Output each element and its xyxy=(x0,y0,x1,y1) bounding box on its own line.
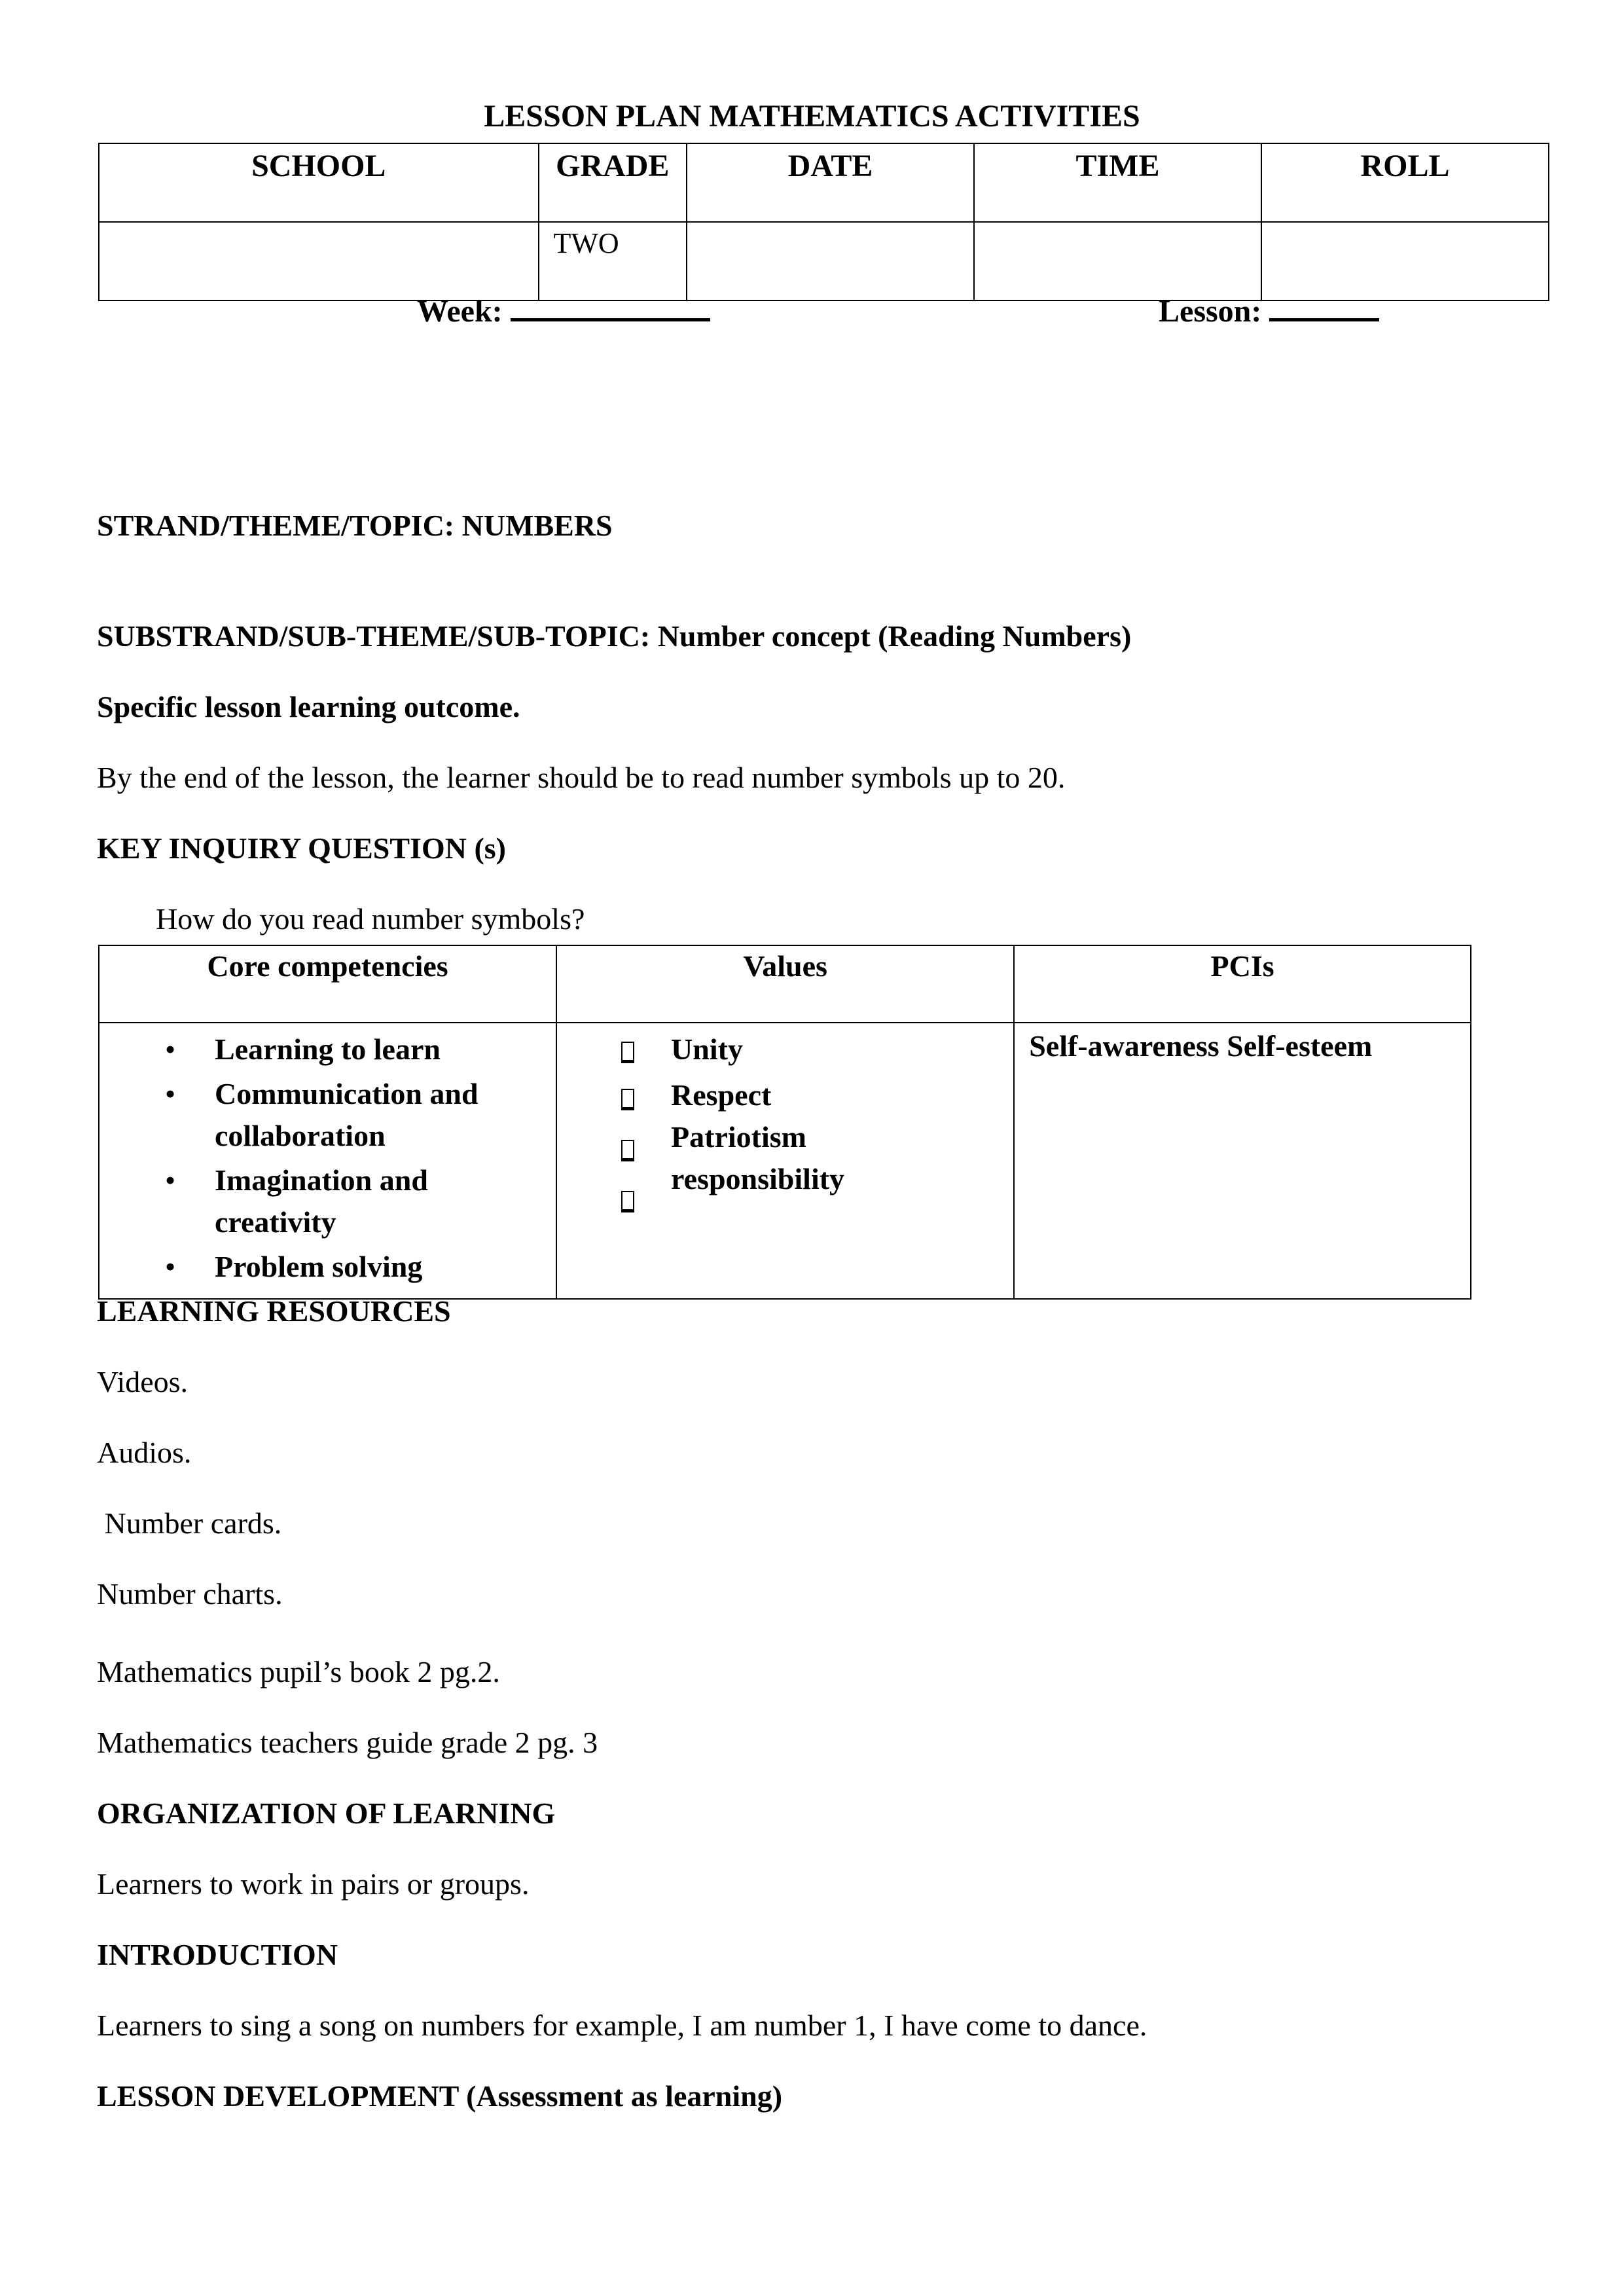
development-subheading: (Assessment as learning) xyxy=(466,2079,783,2113)
competency-item: • Learning to learn xyxy=(99,1029,556,1070)
competency-table xyxy=(98,945,1471,1300)
introduction-heading: INTRODUCTION xyxy=(97,1938,338,1971)
cell-time[interactable] xyxy=(974,222,1261,301)
strand-heading: STRAND/THEME/TOPIC: NUMBERS xyxy=(97,509,613,542)
organization-text: Learners to work in pairs or groups. xyxy=(97,1867,530,1901)
organization-heading: ORGANIZATION OF LEARNING xyxy=(97,1796,556,1830)
substrand-heading: SUBSTRAND/SUB-THEME/SUB-TOPIC: Number concept (Reading Numbers) xyxy=(97,619,1132,653)
col-grade: GRADE xyxy=(539,143,687,222)
pcis-cell xyxy=(1014,1023,1471,1299)
cell-roll[interactable] xyxy=(1261,222,1549,301)
outcome-text: By the end of the lesson, the learner should be to read number symbols up to 20. xyxy=(97,761,1066,794)
kiq-heading: KEY INQUIRY QUESTION (s) xyxy=(97,831,506,865)
value-item: Unity xyxy=(671,1032,743,1066)
cell-school[interactable] xyxy=(99,222,539,301)
resource-item: Videos. xyxy=(97,1365,189,1398)
bullet-icon: • xyxy=(165,1163,176,1197)
value-item: Respect Patriotism responsibility xyxy=(671,1078,845,1195)
resource-item: Mathematics pupil’s book 2 pg.2. xyxy=(97,1655,500,1688)
col-values: Values xyxy=(556,945,1014,1023)
col-school: SCHOOL xyxy=(99,143,539,222)
bullet-icon: • xyxy=(165,1077,176,1110)
col-roll: ROLL xyxy=(1261,143,1549,222)
values-cell xyxy=(556,1023,1014,1299)
checkbox-icon xyxy=(621,1140,634,1161)
outcome-heading: Specific lesson learning outcome. xyxy=(97,690,520,723)
introduction-text: Learners to sing a song on numbers for example, I am number 1, I have come to dance. xyxy=(97,2009,1147,2042)
kiq-text: How do you read number symbols? xyxy=(156,902,585,936)
col-pcis: PCIs xyxy=(1014,945,1471,1023)
lesson-blank[interactable] xyxy=(1269,318,1379,321)
resource-item: Audios. xyxy=(97,1436,192,1469)
week-label: Week: xyxy=(417,294,503,329)
cell-date[interactable] xyxy=(687,222,974,301)
resource-item: Mathematics teachers guide grade 2 pg. 3 xyxy=(97,1726,598,1759)
week-field xyxy=(417,293,710,329)
col-time: TIME xyxy=(974,143,1261,222)
col-date: DATE xyxy=(687,143,974,222)
competency-item: • Communication and collaboration xyxy=(99,1073,556,1157)
bullet-icon: • xyxy=(165,1250,176,1283)
header-table xyxy=(98,143,1549,301)
competency-item: • Problem solving xyxy=(99,1246,556,1288)
bullet-icon: • xyxy=(165,1032,176,1066)
lesson-field xyxy=(1159,293,1379,329)
document-title: LESSON PLAN MATHEMATICS ACTIVITIES xyxy=(484,99,1140,134)
development-heading: LESSON DEVELOPMENT (Assessment as learning) xyxy=(97,2079,783,2113)
col-core-competencies: Core competencies xyxy=(99,945,556,1023)
resource-item: Number charts. xyxy=(97,1577,283,1611)
checkbox-icon xyxy=(621,1089,634,1110)
competency-item: • Imagination and creativity xyxy=(99,1159,556,1243)
pcis-text: Self-awareness Self-esteem xyxy=(1029,1029,1373,1063)
resources-heading: LEARNING RESOURCES xyxy=(97,1294,451,1328)
checkbox-icon xyxy=(621,1191,634,1212)
core-competencies-cell xyxy=(99,1023,556,1299)
week-blank[interactable] xyxy=(511,318,710,321)
cell-grade[interactable]: TWO xyxy=(539,222,687,301)
checkbox-icon xyxy=(621,1042,634,1063)
lesson-label: Lesson: xyxy=(1159,294,1262,329)
resource-item: Number cards. xyxy=(97,1506,282,1540)
